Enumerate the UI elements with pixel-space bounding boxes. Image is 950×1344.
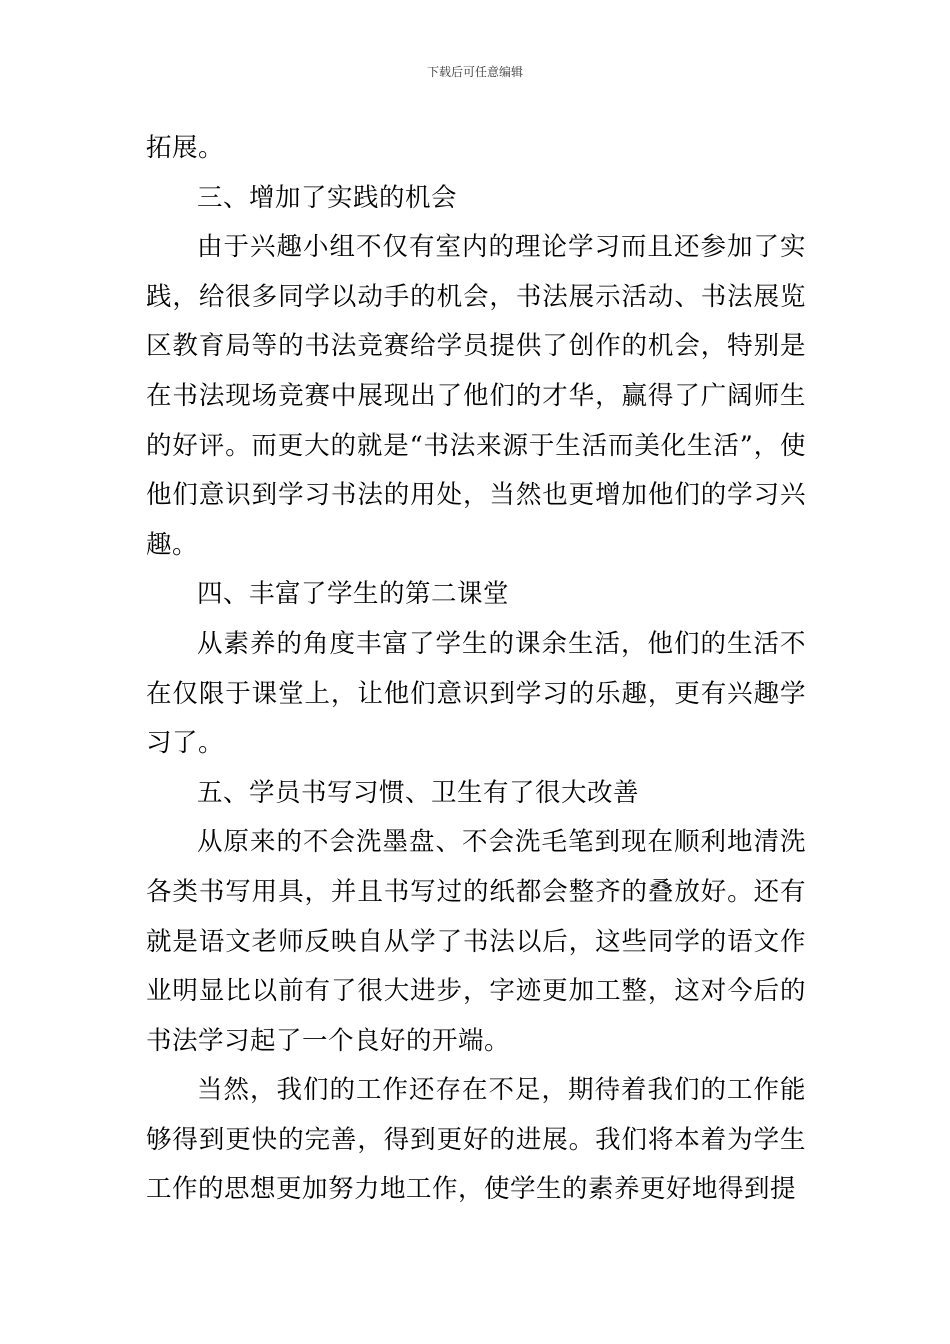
- section-heading-5: 五、学员书写习惯、卫生有了很大改善: [197, 777, 640, 808]
- paragraph-conclusion: 当然，我们的工作还存在不足，期待着我们的工作能够得到更快的完善，得到更好的进展。我们将本着为学生工作的思想更加努力地工作，使学生的素养更好地得到提: [146, 1075, 806, 1205]
- section-heading-4: 四、丰富了学生的第二课堂: [197, 579, 510, 610]
- paragraph-second-classroom: 从素养的角度丰富了学生的课余生活，他们的生活不在仅限于课堂上，让他们意识到学习的乐趣，更有兴趣学习了。: [146, 628, 806, 759]
- page-header-note: 下载后可任意编辑: [426, 65, 523, 79]
- paragraph-practice: 由于兴趣小组不仅有室内的理论学习而且还参加了实践，给很多同学以动手的机会，书法展示活动、书法展览区教育局等的书法竞赛给学员提供了创作的机会，特别是在书法现场竞赛中展现出了他们的才华，赢得了广阔师生的好评。而更大的就是“书法来源于生活而美化生活”，使他们意识到学习书法的用处，当然也更增加他们的学习兴趣。: [146, 232, 806, 560]
- section-heading-3: 三、增加了实践的机会: [197, 182, 458, 213]
- document-body: [146, 124, 806, 1215]
- paragraph-continuation: 拓展。: [146, 133, 225, 163]
- paragraph-writing-habits: 从原来的不会洗墨盘、不会洗毛笔到现在顺利地清洗各类书写用具，并且书写过的纸都会整齐的叠放好。还有就是语文老师反映自从学了书法以后，这些同学的语文作业明显比以前有了很大进步，字迹更加工整，这对今后的书法学习起了一个良好的开端。: [146, 827, 806, 1056]
